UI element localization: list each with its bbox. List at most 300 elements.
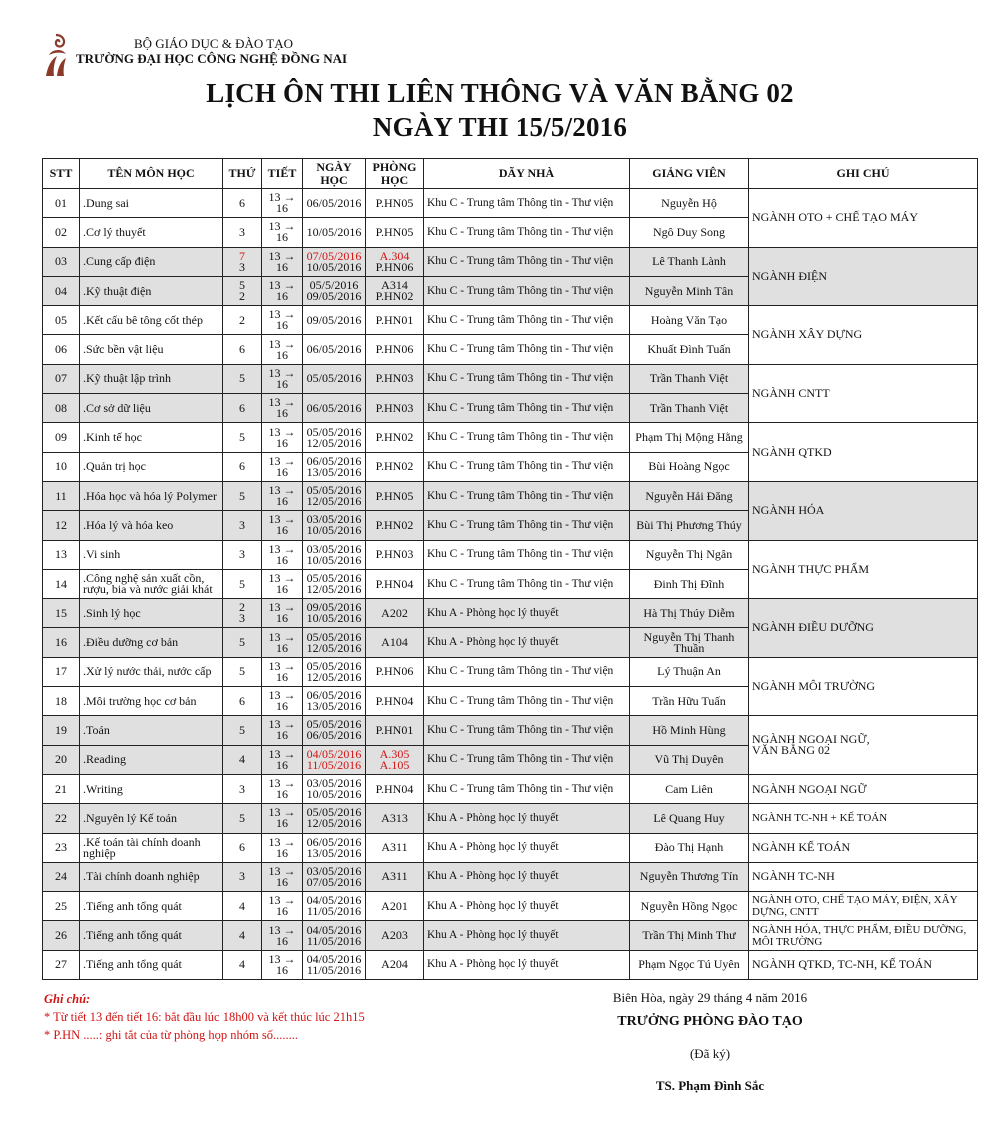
cell-subject: .Nguyên lý Kế toán: [80, 804, 223, 833]
cell-date: [303, 394, 366, 423]
cell-building: Khu C - Trung tâm Thông tin - Thư viện: [424, 189, 630, 218]
cell-stt: 04: [43, 276, 80, 305]
cell-room: [366, 540, 424, 569]
table-row: [43, 833, 978, 862]
cell-weekday: [223, 423, 262, 452]
page-title: LỊCH ÔN THI LIÊN THÔNG VÀ VĂN BẰNG 02: [206, 78, 794, 108]
cell-period: 13 → 16: [262, 335, 303, 364]
cell-date: [303, 218, 366, 247]
cell-room: [366, 452, 424, 481]
cell-line: 5: [239, 810, 245, 825]
cell-major-note: [749, 862, 978, 891]
cell-period: 13 → 16: [262, 804, 303, 833]
cell-line: P.HN06: [375, 259, 414, 274]
cell-line: P.HN05: [375, 488, 414, 503]
major-note-text: NGÀNH CNTT: [752, 386, 830, 401]
cell-date: [303, 247, 366, 276]
cell-major-note: [749, 364, 978, 423]
cell-date: [303, 540, 366, 569]
cell-stt: 09: [43, 423, 80, 452]
cell-lecturer: Lý Thuận An: [630, 657, 749, 686]
cell-line: 10/05/2016: [306, 552, 362, 567]
cell-weekday: [223, 862, 262, 891]
university-name: TRƯỜNG ĐẠI HỌC CÔNG NGHỆ ĐỒNG NAI: [76, 51, 348, 66]
cell-building: Khu C - Trung tâm Thông tin - Thư viện: [424, 247, 630, 276]
cell-building: Khu C - Trung tâm Thông tin - Thư viện: [424, 716, 630, 745]
cell-line: A311: [381, 840, 408, 855]
cell-subject: .Kỹ thuật lập trình: [80, 364, 223, 393]
cell-line: 5: [239, 488, 245, 503]
cell-line: 03/05/2016: [306, 512, 362, 527]
cell-line: 3: [239, 869, 245, 884]
cell-period: 13 → 16: [262, 540, 303, 569]
cell-weekday: [223, 745, 262, 774]
cell-stt: 06: [43, 335, 80, 364]
cell-line: 12/05/2016: [306, 669, 362, 684]
cell-date: [303, 687, 366, 716]
cell-line: 13/05/2016: [306, 699, 362, 714]
cell-building: Khu C - Trung tâm Thông tin - Thư viện: [424, 481, 630, 510]
cell-lecturer: Đinh Thị Đĩnh: [630, 569, 749, 598]
cell-line: P.HN05: [375, 224, 414, 239]
cell-weekday: [223, 716, 262, 745]
cell-stt: 10: [43, 452, 80, 481]
cell-room: [366, 569, 424, 598]
cell-building: Khu C - Trung tâm Thông tin - Thư viện: [424, 657, 630, 686]
cell-major-note: [749, 599, 978, 658]
cell-period: 13 → 16: [262, 774, 303, 803]
cell-line: A314: [381, 278, 408, 293]
cell-weekday: [223, 833, 262, 862]
cell-period: 13 → 16: [262, 833, 303, 862]
cell-room: [366, 892, 424, 921]
cell-major-note: [749, 833, 978, 862]
cell-line: 2: [239, 312, 245, 327]
cell-line: 05/05/2016: [306, 571, 362, 585]
cell-line: 10/05/2016: [306, 523, 362, 538]
document-header: [40, 33, 440, 78]
cell-period: 13 → 16: [262, 716, 303, 745]
column-header-notes: GHI CHÚ: [749, 159, 978, 189]
cell-period: 13 → 16: [262, 481, 303, 510]
cell-building: Khu C - Trung tâm Thông tin - Thư viện: [424, 452, 630, 481]
cell-period: 13 → 16: [262, 218, 303, 247]
cell-date: [303, 569, 366, 598]
cell-lecturer: Bùi Hoàng Ngọc: [630, 452, 749, 481]
major-note-text: NGÀNH HÓA: [752, 503, 825, 518]
cell-line: 5: [239, 664, 245, 679]
cell-subject: .Tiếng anh tổng quát: [80, 921, 223, 950]
cell-major-note: [749, 189, 978, 248]
signature-date: Biên Hòa, ngày 29 tháng 4 năm 2016: [612, 990, 808, 1005]
cell-line: P.HN02: [375, 517, 414, 532]
cell-line: 5: [239, 278, 245, 293]
cell-lecturer: Cam Liên: [630, 774, 749, 803]
cell-stt: 07: [43, 364, 80, 393]
major-note-text: NGÀNH OTO + CHẾ TẠO MÁY: [752, 210, 918, 225]
cell-stt: 15: [43, 599, 80, 628]
cell-stt: 02: [43, 218, 80, 247]
cell-line: P.HN04: [375, 693, 414, 708]
cell-subject: .Hóa lý và hóa keo: [80, 511, 223, 540]
cell-period: 13 → 16: [262, 394, 303, 423]
column-header-date: NGÀY HỌC: [303, 159, 366, 189]
cell-line: 10/05/2016: [306, 224, 362, 239]
cell-building: Khu A - Phòng học lý thuyết: [424, 833, 630, 862]
cell-lecturer: Hà Thị Thúy Diễm: [630, 599, 749, 628]
cell-date: [303, 511, 366, 540]
major-note-text: NGÀNH OTO, CHẾ TẠO MÁY, ĐIỆN, XÂY DỰNG, CNTT: [752, 894, 958, 919]
cell-stt: 13: [43, 540, 80, 569]
major-note-text: NGÀNH NGOẠI NGỮ: [752, 781, 867, 796]
footnotes: [44, 992, 365, 1043]
cell-room: [366, 599, 424, 628]
cell-lecturer: Trần Thị Minh Thư: [630, 921, 749, 950]
footnotes-heading: Ghi chú:: [44, 992, 91, 1006]
cell-weekday: [223, 511, 262, 540]
cell-line: 2: [239, 600, 245, 615]
major-note-text: NGÀNH MÔI TRƯỜNG: [752, 679, 876, 694]
cell-line: P.HN03: [375, 400, 414, 415]
cell-weekday: [223, 657, 262, 686]
signature-signed: (Đã ký): [689, 1046, 731, 1061]
cell-line: A202: [381, 605, 408, 620]
cell-line: P.HN06: [375, 342, 414, 357]
cell-weekday: [223, 335, 262, 364]
cell-period: 13 → 16: [262, 862, 303, 891]
cell-subject: .Cơ sở dữ liệu: [80, 394, 223, 423]
cell-building: Khu C - Trung tâm Thông tin - Thư viện: [424, 423, 630, 452]
cell-line: P.HN04: [375, 576, 414, 591]
cell-period: 13 → 16: [262, 657, 303, 686]
column-header-stt: STT: [43, 159, 80, 189]
cell-date: [303, 745, 366, 774]
cell-subject: .Cung cấp điện: [80, 247, 223, 276]
table-row: [43, 599, 978, 628]
cell-date: [303, 892, 366, 921]
cell-line: 12/05/2016: [306, 582, 362, 596]
cell-weekday: [223, 804, 262, 833]
cell-stt: 12: [43, 511, 80, 540]
cell-subject: .Công nghệ sản xuất cồn, rượu, bia và nước giải khát: [80, 569, 223, 598]
table-row: [43, 950, 978, 979]
cell-line: 4: [239, 957, 245, 972]
cell-line: 6: [239, 400, 245, 415]
cell-weekday: [223, 452, 262, 481]
cell-weekday: [223, 481, 262, 510]
cell-line: 3: [239, 547, 245, 562]
cell-date: [303, 657, 366, 686]
cell-line: P.HN03: [375, 371, 414, 386]
cell-date: [303, 804, 366, 833]
cell-date: [303, 862, 366, 891]
cell-line: 4: [239, 898, 245, 913]
cell-date: [303, 364, 366, 393]
ministry-name: BỘ GIÁO DỤC & ĐÀO TẠO: [134, 36, 294, 51]
cell-date: [303, 189, 366, 218]
cell-lecturer: Hồ Minh Hùng: [630, 716, 749, 745]
cell-building: Khu A - Phòng học lý thuyết: [424, 804, 630, 833]
cell-date: [303, 452, 366, 481]
cell-room: [366, 189, 424, 218]
cell-line: 5: [239, 430, 245, 445]
cell-period: 13 → 16: [262, 247, 303, 276]
cell-weekday: [223, 306, 262, 335]
cell-line: 09/05/2016: [306, 289, 362, 304]
table-row: [43, 481, 978, 510]
cell-stt: 16: [43, 628, 80, 657]
cell-line: 3: [239, 259, 245, 274]
cell-line: 4: [239, 928, 245, 943]
cell-line: 6: [239, 342, 245, 357]
cell-lecturer: Lê Thanh Lành: [630, 247, 749, 276]
cell-lecturer: Nguyễn Thương Tín: [630, 862, 749, 891]
cell-date: [303, 774, 366, 803]
cell-lecturer: Nguyễn Hải Đăng: [630, 481, 749, 510]
table-row: [43, 247, 978, 276]
cell-major-note: [749, 657, 978, 716]
cell-lecturer: Đào Thị Hạnh: [630, 833, 749, 862]
cell-line: 3: [239, 611, 245, 626]
cell-room: [366, 774, 424, 803]
cell-date: [303, 921, 366, 950]
cell-date: [303, 716, 366, 745]
table-row: [43, 540, 978, 569]
cell-line: 06/05/2016: [306, 195, 362, 210]
cell-line: 7: [239, 248, 245, 263]
cell-subject: .Writing: [80, 774, 223, 803]
cell-line: 10/05/2016: [306, 787, 362, 802]
signature-name: TS. Phạm Đình Sắc: [655, 1078, 765, 1093]
cell-lecturer: Khuất Đình Tuấn: [630, 335, 749, 364]
cell-line: 11/05/2016: [306, 757, 362, 772]
cell-line: 12/05/2016: [306, 435, 362, 450]
cell-room: [366, 306, 424, 335]
cell-period: 13 → 16: [262, 599, 303, 628]
column-header-lecturer: GIẢNG VIÊN: [630, 159, 749, 189]
cell-building: Khu C - Trung tâm Thông tin - Thư viện: [424, 745, 630, 774]
cell-subject: .Kết cấu bê tông cốt thép: [80, 306, 223, 335]
cell-subject: .Tiếng anh tổng quát: [80, 892, 223, 921]
cell-room: [366, 218, 424, 247]
cell-room: [366, 276, 424, 305]
cell-stt: 21: [43, 774, 80, 803]
cell-building: Khu A - Phòng học lý thuyết: [424, 628, 630, 657]
cell-building: Khu C - Trung tâm Thông tin - Thư viện: [424, 364, 630, 393]
cell-room: [366, 745, 424, 774]
cell-building: Khu C - Trung tâm Thông tin - Thư viện: [424, 569, 630, 598]
cell-date: [303, 423, 366, 452]
cell-room: [366, 862, 424, 891]
major-note-text: NGÀNH XÂY DỰNG: [752, 327, 863, 342]
cell-line: 06/05/2016: [306, 342, 362, 357]
cell-building: Khu C - Trung tâm Thông tin - Thư viện: [424, 394, 630, 423]
cell-subject: .Tài chính doanh nghiệp: [80, 862, 223, 891]
cell-line: P.HN02: [375, 459, 414, 474]
cell-line: 6: [239, 459, 245, 474]
cell-major-note: [749, 774, 978, 803]
major-note-text: NGÀNH ĐIỆN: [752, 268, 827, 283]
cell-date: [303, 481, 366, 510]
cell-line: 3: [239, 781, 245, 796]
cell-line: A.105: [379, 757, 410, 772]
schedule-table: [42, 158, 978, 980]
major-note-text: NGÀNH TC-NH: [752, 869, 835, 884]
cell-line: A204: [381, 957, 408, 972]
cell-line: 05/05/2016: [306, 805, 362, 820]
major-note-text: NGÀNH QTKD: [752, 444, 832, 459]
cell-line: 05/05/2016: [306, 629, 362, 644]
cell-period: 13 → 16: [262, 276, 303, 305]
cell-building: Khu A - Phòng học lý thuyết: [424, 950, 630, 979]
schedule-body: [43, 189, 978, 980]
cell-subject: .Hóa học và hóa lý Polymer: [80, 481, 223, 510]
major-note-text: NGÀNH THỰC PHẨM: [752, 561, 870, 576]
cell-weekday: [223, 599, 262, 628]
cell-date: [303, 950, 366, 979]
cell-weekday: [223, 569, 262, 598]
table-row: [43, 716, 978, 745]
cell-major-note: [749, 716, 978, 775]
cell-line: 06/05/2016: [306, 400, 362, 415]
table-row: [43, 189, 978, 218]
cell-major-note: [749, 892, 978, 921]
cell-period: 13 → 16: [262, 364, 303, 393]
cell-major-note: [749, 247, 978, 306]
major-note-text: NGÀNH KẾ TOÁN: [752, 840, 851, 855]
column-header-building: DÃY NHÀ: [424, 159, 630, 189]
major-note-text: NGÀNH TC-NH + KẾ TOÁN: [752, 812, 888, 825]
cell-line: 06/05/2016: [306, 728, 362, 743]
cell-period: 13 → 16: [262, 628, 303, 657]
cell-line: 03/05/2016: [306, 863, 362, 878]
cell-line: 06/05/2016: [306, 453, 362, 468]
cell-line: P.HN04: [375, 781, 414, 796]
cell-line: 06/05/2016: [306, 688, 362, 703]
cell-date: [303, 628, 366, 657]
cell-period: 13 → 16: [262, 189, 303, 218]
cell-period: 13 → 16: [262, 423, 303, 452]
table-row: [43, 306, 978, 335]
cell-line: A104: [381, 635, 408, 650]
cell-period: 13 → 16: [262, 892, 303, 921]
cell-room: [366, 335, 424, 364]
cell-building: Khu A - Phòng học lý thuyết: [424, 892, 630, 921]
cell-weekday: [223, 189, 262, 218]
cell-subject: .Môi trường học cơ bản: [80, 687, 223, 716]
cell-lecturer: Nguyễn Hộ: [630, 189, 749, 218]
column-header-subject: TÊN MÔN HỌC: [80, 159, 223, 189]
cell-period: 13 → 16: [262, 745, 303, 774]
cell-major-note: [749, 950, 978, 979]
cell-line: P.HN01: [375, 312, 414, 327]
cell-subject: .Dung sai: [80, 189, 223, 218]
cell-stt: 05: [43, 306, 80, 335]
cell-line: 05/05/2016: [306, 371, 362, 386]
cell-stt: 23: [43, 833, 80, 862]
cell-lecturer: Phạm Thị Mộng Hằng: [630, 423, 749, 452]
cell-lecturer: Bùi Thị Phương Thúy: [630, 511, 749, 540]
cell-lecturer: Nguyễn Minh Tân: [630, 276, 749, 305]
cell-room: [366, 511, 424, 540]
cell-stt: 14: [43, 569, 80, 598]
cell-line: A.305: [379, 746, 410, 761]
footnote-room-abbrev: * P.HN .....: ghi tắt của từ phòng họp nhóm số........: [44, 1028, 298, 1042]
cell-period: 13 → 16: [262, 569, 303, 598]
cell-line: 05/5/2016: [309, 278, 359, 293]
cell-room: [366, 804, 424, 833]
cell-subject: .Xử lý nước thải, nước cấp: [80, 657, 223, 686]
footnote-periods: * Từ tiết 13 đến tiết 16: bắt đầu lúc 18h00 và kết thúc lúc 21h15: [44, 1010, 365, 1024]
cell-stt: 26: [43, 921, 80, 950]
cell-room: [366, 628, 424, 657]
cell-subject: .Cơ lý thuyết: [80, 218, 223, 247]
table-header-row: [43, 159, 978, 189]
cell-line: 04/05/2016: [306, 746, 362, 761]
cell-weekday: [223, 276, 262, 305]
cell-line: 04/05/2016: [306, 951, 362, 966]
cell-date: [303, 276, 366, 305]
cell-building: Khu C - Trung tâm Thông tin - Thư viện: [424, 540, 630, 569]
cell-line: 2: [239, 289, 245, 304]
cell-date: [303, 335, 366, 364]
table-row: [43, 892, 978, 921]
cell-weekday: [223, 218, 262, 247]
cell-line: 11/05/2016: [306, 933, 362, 948]
cell-period: 13 → 16: [262, 950, 303, 979]
cell-line: 4: [239, 752, 245, 767]
cell-weekday: [223, 774, 262, 803]
cell-line: 07/05/2016: [306, 874, 362, 889]
cell-lecturer: Trần Hữu Tuấn: [630, 687, 749, 716]
cell-line: P.HN02: [375, 289, 414, 304]
cell-subject: .Reading: [80, 745, 223, 774]
major-note-text: NGÀNH NGOẠI NGỮ, VĂN BẰNG 02: [752, 732, 870, 758]
cell-weekday: [223, 628, 262, 657]
cell-room: [366, 921, 424, 950]
cell-room: [366, 716, 424, 745]
cell-building: Khu C - Trung tâm Thông tin - Thư viện: [424, 687, 630, 716]
cell-lecturer: Lê Quang Huy: [630, 804, 749, 833]
cell-line: 3: [239, 224, 245, 239]
cell-major-note: [749, 804, 978, 833]
cell-line: P.HN01: [375, 722, 414, 737]
cell-lecturer: Nguyễn Thị Ngân: [630, 540, 749, 569]
cell-stt: 25: [43, 892, 80, 921]
cell-line: 05/05/2016: [306, 424, 362, 439]
cell-line: 5: [239, 576, 245, 591]
table-row: [43, 423, 978, 452]
column-header-period: TIẾT: [262, 159, 303, 189]
cell-room: [366, 833, 424, 862]
cell-stt: 17: [43, 657, 80, 686]
major-note-text: NGÀNH QTKD, TC-NH, KẾ TOÁN: [752, 957, 932, 972]
cell-line: 10/05/2016: [306, 259, 362, 274]
cell-line: 09/05/2016: [306, 600, 362, 615]
cell-line: 05/05/2016: [306, 658, 362, 673]
cell-weekday: [223, 247, 262, 276]
cell-line: 03/05/2016: [306, 776, 362, 791]
signature-office: TRƯỞNG PHÒNG ĐÀO TẠO: [617, 1014, 803, 1029]
cell-room: [366, 364, 424, 393]
cell-line: P.HN02: [375, 430, 414, 445]
cell-line: 06/05/2016: [306, 834, 362, 849]
cell-date: [303, 599, 366, 628]
cell-subject: .Quản trị học: [80, 452, 223, 481]
cell-subject: .Sức bền vật liệu: [80, 335, 223, 364]
cell-line: A313: [381, 810, 408, 825]
cell-room: [366, 687, 424, 716]
